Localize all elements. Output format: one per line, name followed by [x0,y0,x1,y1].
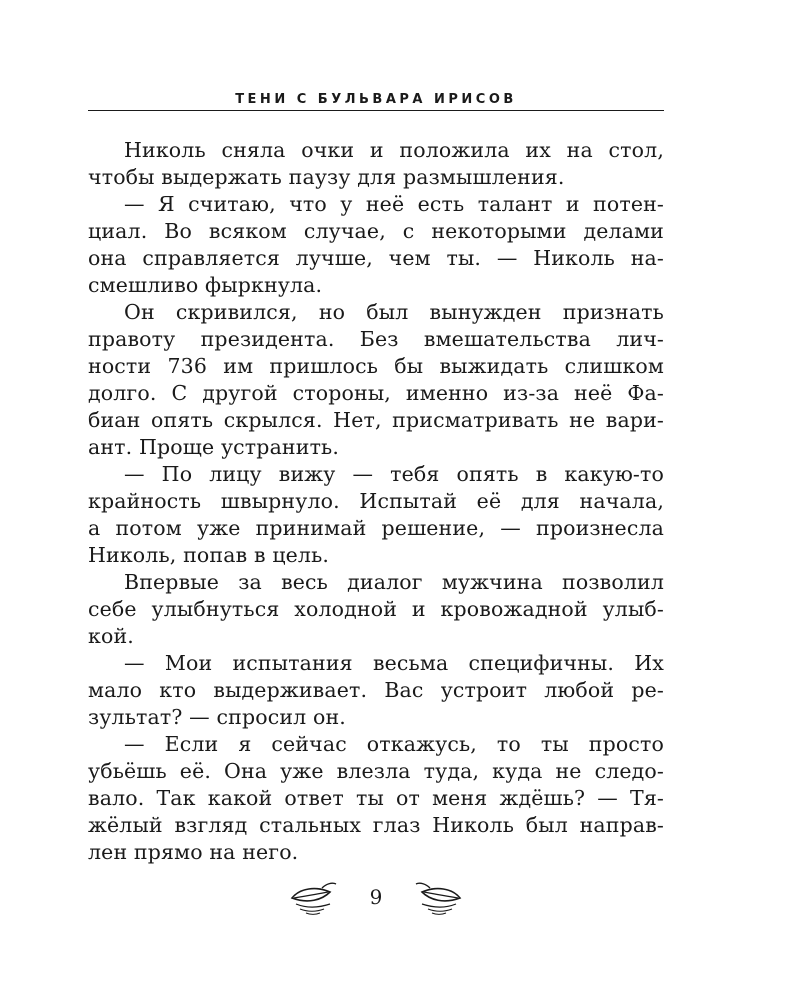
text-line: крайность швырнуло. Испытай её для начала, [88,489,664,513]
text-line: жёлый взгляд стальных глаз Николь был направ- [88,813,664,837]
text-line: мало кто выдерживает. Вас устроит любой ре- [88,678,664,702]
text-line: смешливо фыркнула. [88,273,323,297]
leaf-ornament-icon [412,878,466,918]
text-line: Николь, попав в цель. [88,543,330,567]
text-line: — Если я сейчас откажусь, то ты просто [124,732,664,756]
text-line: биан опять скрылся. Нет, присматривать не вари- [88,408,664,432]
running-header: ТЕНИ С БУЛЬВАРА ИРИСОВ [235,92,517,107]
text-line: кой. [88,624,134,648]
text-line: а потом уже принимай решение, — произнесла [88,516,664,540]
text-line: вало. Так какой ответ ты от меня ждёшь? — Тя- [88,786,664,810]
text-line: лен прямо на него. [88,840,299,864]
text-line: циал. Во всяком случае, с некоторыми делами [88,219,664,243]
text-line: ант. Проще устранить. [88,435,340,459]
text-line: долго. С другой стороны, именно из-за неё Фа- [88,381,664,405]
header-rule [88,110,664,111]
text-line: ности 736 им пришлось бы выжидать слишком [88,354,664,378]
text-line: зультат? — спросил он. [88,705,346,729]
text-line: — Я считаю, что у неё есть талант и потен- [124,192,664,216]
text-line: Впервые за весь диалог мужчина позволил [124,570,664,594]
text-line: — По лицу вижу — тебя опять в какую-то [124,462,664,486]
text-line: чтобы выдержать паузу для размышления. [88,165,565,189]
text-line: себе улыбнуться холодной и кровожадной улыб- [88,597,664,621]
text-line: — Мои испытания весьма специфичны. Их [124,651,664,675]
page-number: 9 [369,885,383,909]
text-line: она справляется лучше, чем ты. — Николь на- [88,246,664,270]
page-footer [88,878,664,922]
text-line: Он скривился, но был вынужден признать [124,300,664,324]
body-text [88,137,664,866]
text-line: убьёшь её. Она уже влезла туда, куда не следо- [88,759,664,783]
text-line: правоту президента. Без вмешательства лич- [88,327,664,351]
text-line: Николь сняла очки и положила их на стол, [124,138,664,162]
